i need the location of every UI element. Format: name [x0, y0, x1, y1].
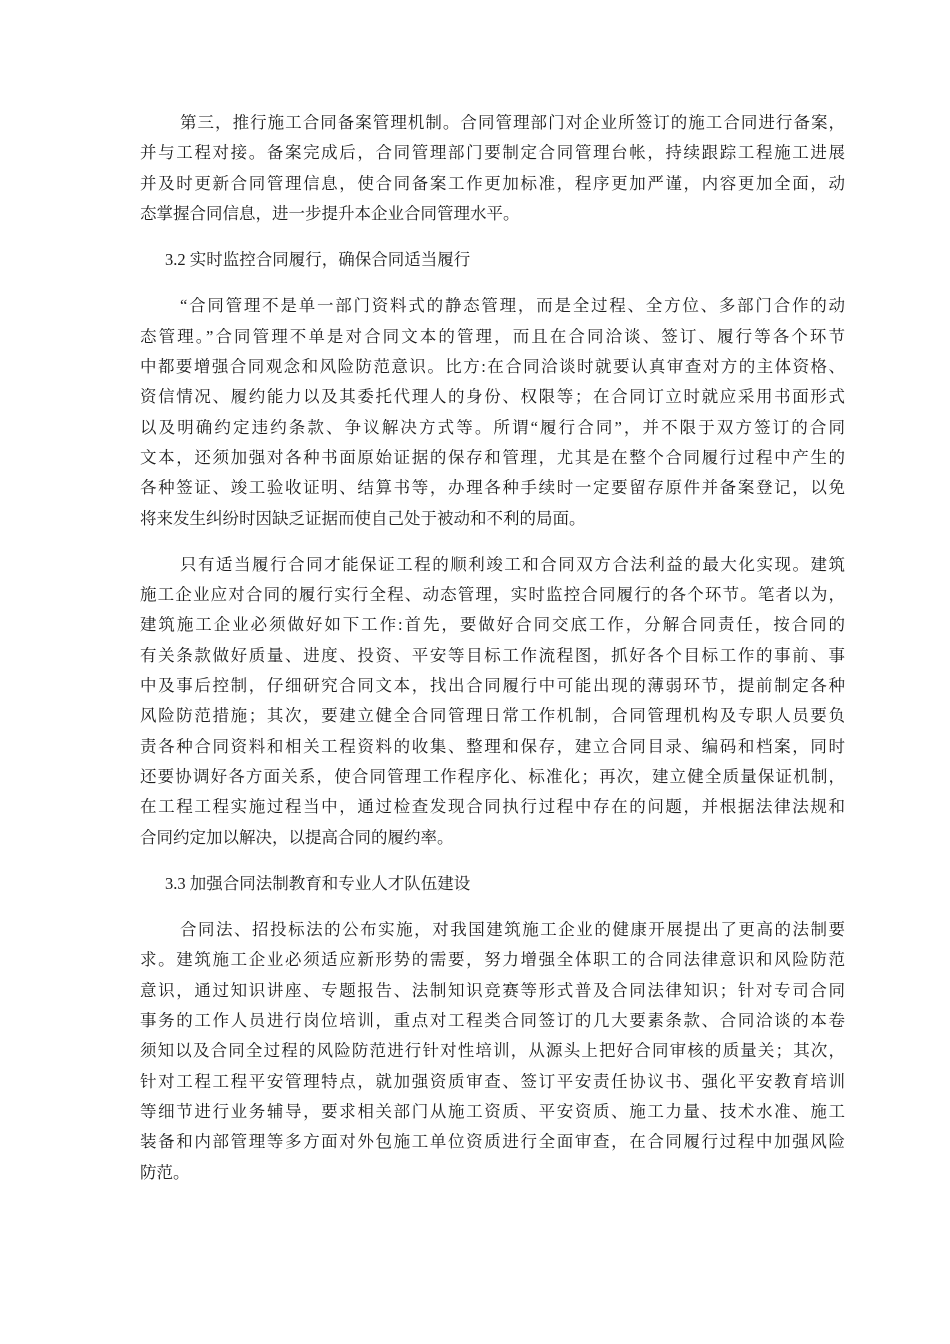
text-line: 建筑施工企业必须做好如下工作:首先，要做好合同交底工作，分解合同责任，按合同的	[140, 615, 845, 635]
text-line: 只有适当履行合同才能保证工程的顺利竣工和合同双方合法利益的最大化实现。建筑	[180, 554, 845, 574]
text-line: 求。建筑施工企业必须适应新形势的需要，努力增强全体职工的合同法律意识和风险防范	[140, 950, 845, 970]
text-line: 须知以及合同全过程的风险防范进行针对性培训，从源头上把好合同审核的质量关；其次，	[140, 1041, 845, 1061]
text-line: “合同管理不是单一部门资料式的静态管理，而是全过程、全方位、多部门合作的动	[180, 296, 845, 316]
text-line: 将来发生纠纷时因缺乏证据而使自己处于被动和不利的局面。	[140, 508, 586, 528]
paragraph	[140, 915, 845, 1188]
text-line: 中都要增强合同观念和风险防范意识。比方:在合同洽谈时就要认真审查对方的主体资格、	[140, 357, 845, 377]
text-line: 合同约定加以解决，以提高合同的履约率。	[140, 827, 454, 847]
text-line: 文本，还须加强对各种书面原始证据的保存和管理，尤其是在整个合同履行过程中产生的	[140, 447, 845, 467]
text-line: 针对工程工程平安管理特点，就加强资质审查、签订平安责任协议书、强化平安教育培训	[140, 1071, 845, 1091]
text-line: 以及明确约定违约条款、争议解决方式等。所谓“履行合同”，并不限于双方签订的合同	[140, 417, 845, 437]
text-line: 装备和内部管理等多方面对外包施工单位资质进行全面审查，在合同履行过程中加强风险	[140, 1132, 845, 1152]
text-line: 第三，推行施工合同备案管理机制。合同管理部门对企业所签订的施工合同进行备案，	[180, 113, 845, 132]
text-line: 态管理。”合同管理不单是对合同文本的管理，而且在合同洽谈、签订、履行等各个环节	[140, 326, 845, 346]
text-line: 施工企业应对合同的履行实行全程、动态管理，实时监控合同履行的各个环节。笔者以为，	[140, 585, 845, 605]
paragraph	[140, 291, 845, 533]
heading-text: 3.3 加强合同法制教育和专业人才队伍建设	[165, 873, 471, 893]
text-line: 有关条款做好质量、进度、投资、平安等目标工作流程图，抓好各个目标工作的事前、事	[140, 645, 845, 665]
text-line: 意识，通过知识讲座、专题报告、法制知识竞赛等形式普及合同法律知识；针对专司合同	[140, 980, 845, 1000]
text-line: 风险防范措施；其次，要建立健全合同管理日常工作机制，合同管理机构及专职人员要负	[140, 706, 845, 726]
text-line: 各种签证、竣工验收证明、结算书等，办理各种手续时一定要留存原件并备案登记，以免	[140, 478, 845, 498]
section-heading	[140, 245, 845, 275]
text-line: 等细节进行业务辅导，要求相关部门从施工资质、平安资质、施工力量、技术水准、施工	[140, 1101, 845, 1121]
text-line: 资信情况、履约能力以及其委托代理人的身份、权限等；在合同订立时就应采用书面形式	[140, 387, 845, 407]
text-line: 中及事后控制，仔细研究合同文本，找出合同履行中可能出现的薄弱环节，提前制定各种	[140, 676, 845, 696]
text-line: 态掌握合同信息，进一步提升本企业合同管理水平。	[140, 203, 520, 223]
section-heading	[140, 869, 845, 899]
text-line: 在工程工程实施过程当中，通过检查发现合同执行过程中存在的问题，并根据法律法规和	[140, 797, 845, 817]
document-content	[140, 108, 845, 1188]
paragraph	[140, 108, 845, 229]
text-line: 防范。	[140, 1162, 190, 1182]
heading-text: 3.2 实时监控合同履行，确保合同适当履行	[165, 250, 471, 270]
text-line: 并及时更新合同管理信息，使合同备案工作更加标准，程序更加严谨，内容更加全面，动	[140, 173, 845, 193]
paragraph	[140, 550, 845, 853]
text-line: 还要协调好各方面关系，使合同管理工作程序化、标准化；再次，建立健全质量保证机制，	[140, 766, 845, 786]
text-line: 责各种合同资料和相关工程资料的收集、整理和保存，建立合同目录、编码和档案，同时	[140, 736, 845, 756]
text-line: 事务的工作人员进行岗位培训，重点对工程类合同签订的几大要素条款、合同洽谈的本卷	[140, 1011, 845, 1031]
text-line: 并与工程对接。备案完成后，合同管理部门要制定合同管理台帐，持续跟踪工程施工进展	[140, 143, 845, 163]
text-line: 合同法、招投标法的公布实施，对我国建筑施工企业的健康开展提出了更高的法制要	[180, 920, 845, 940]
